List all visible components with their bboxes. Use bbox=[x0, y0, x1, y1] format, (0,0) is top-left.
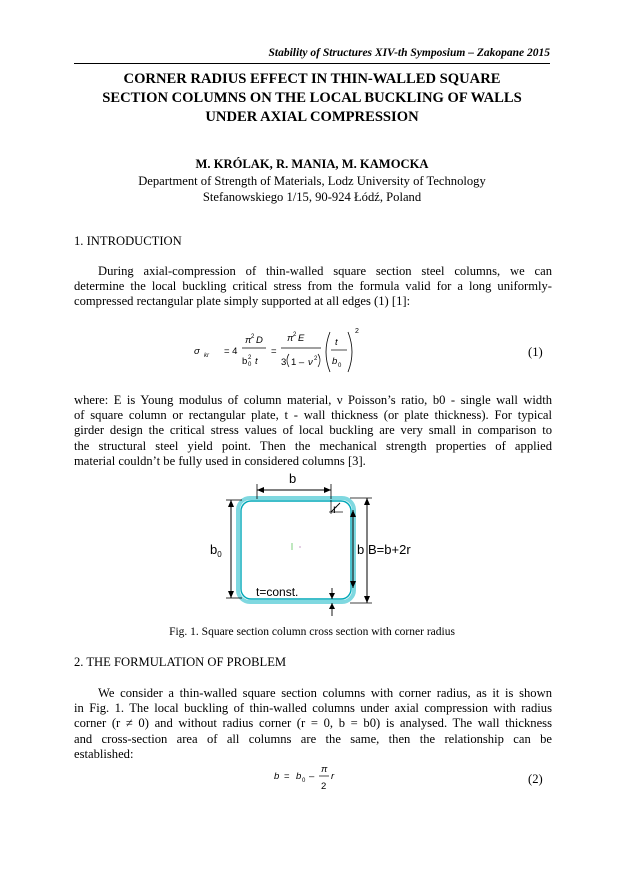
paragraph-line: We consider a thin-walled square section columns with corner radius, as it is shown bbox=[98, 686, 552, 700]
figure-1-cross-section bbox=[200, 470, 440, 622]
paper-title bbox=[74, 70, 550, 127]
figure-label-thickness: t=const. bbox=[256, 585, 299, 599]
svg-text:2: 2 bbox=[251, 334, 255, 340]
equation-2 bbox=[272, 762, 352, 796]
svg-text:E: E bbox=[298, 333, 305, 344]
paragraph-line: compressed rectangular plate simply supported at all edges (1) [1]: bbox=[74, 294, 411, 309]
svg-text:π: π bbox=[321, 764, 328, 775]
figure-1-caption: Fig. 1. Square section column cross section with corner radius bbox=[169, 626, 455, 638]
svg-text:0: 0 bbox=[302, 778, 306, 784]
running-head: Stability of Structures XIV-th Symposium – Zakopane 2015 bbox=[268, 47, 550, 59]
svg-text:2: 2 bbox=[314, 356, 318, 362]
formulation-paragraph bbox=[74, 686, 552, 762]
svg-text:kr: kr bbox=[204, 353, 209, 359]
where-paragraph bbox=[74, 393, 552, 469]
paragraph-line: material couldn’t be fully used in considered columns [3]. bbox=[74, 453, 366, 468]
affiliation-line: Department of Strength of Materials, Lodz University of Technology bbox=[138, 174, 486, 188]
svg-text:b: b bbox=[332, 356, 338, 367]
svg-text:2: 2 bbox=[321, 781, 327, 792]
svg-text:σ: σ bbox=[194, 346, 200, 357]
equation-2-number: (2) bbox=[528, 772, 543, 786]
figure-label-b0: $b_0$ bbox=[210, 542, 222, 559]
authors: M. KRÓLAK, R. MANIA, M. KAMOCKA bbox=[195, 157, 429, 171]
svg-text:= 4: = 4 bbox=[224, 346, 238, 357]
title-line: CORNER RADIUS EFFECT IN THIN-WALLED SQUARE bbox=[123, 71, 501, 87]
paragraph-line: the structural steel yield point. Then the mechanical strength properties of applied bbox=[74, 438, 552, 453]
title-line: UNDER AXIAL COMPRESSION bbox=[205, 109, 419, 125]
figure-label-B: B=b+2r bbox=[368, 542, 411, 557]
svg-text:b: b bbox=[274, 771, 280, 782]
title-line: SECTION COLUMNS ON THE LOCAL BUCKLING OF WALLS bbox=[102, 90, 522, 106]
svg-text:3: 3 bbox=[281, 357, 287, 368]
svg-text:2: 2 bbox=[248, 355, 252, 361]
paragraph-line: in Fig. 1. The local buckling of thin-walled columns under axial compression with radius bbox=[74, 701, 552, 716]
svg-text:=: = bbox=[284, 771, 290, 782]
svg-text:–: – bbox=[309, 771, 315, 782]
paragraph-line: girder design the critical stress values of local buckling are very small in comparison to bbox=[74, 423, 552, 438]
equation-1 bbox=[190, 323, 370, 379]
paragraph-line: of square column or rectangular plate, t - wall thickness (or plate thickness). For typical bbox=[74, 408, 552, 423]
svg-text:2: 2 bbox=[355, 328, 359, 335]
svg-text:ν: ν bbox=[308, 357, 313, 368]
header-rule bbox=[74, 63, 550, 64]
svg-text:b: b bbox=[296, 771, 302, 782]
svg-text:D: D bbox=[256, 335, 263, 346]
figure-label-b-right: b bbox=[357, 542, 365, 557]
svg-text:π: π bbox=[287, 333, 294, 344]
svg-text:π: π bbox=[245, 335, 252, 346]
svg-text:t: t bbox=[335, 337, 338, 348]
affiliation-line: Stefanowskiego 1/15, 90-924 Łódź, Poland bbox=[202, 190, 422, 204]
svg-text:b: b bbox=[242, 356, 248, 367]
svg-text:0: 0 bbox=[248, 362, 252, 368]
paragraph-line: and cross-section area of all columns are the same, then the relationship can be bbox=[74, 731, 552, 746]
intro-paragraph bbox=[74, 264, 552, 310]
section-heading-introduction: 1. INTRODUCTION bbox=[74, 234, 182, 248]
paragraph-line: where: E is Young modulus of column material, ν Poisson’s ratio, b0 - single wall width bbox=[74, 393, 552, 407]
svg-text:1 –: 1 – bbox=[291, 357, 305, 368]
equation-1-number: (1) bbox=[528, 345, 543, 359]
section-heading-formulation: 2. THE FORMULATION OF PROBLEM bbox=[74, 655, 287, 669]
figure-label-r: r bbox=[333, 502, 337, 516]
paragraph-line: corner (r ≠ 0) and without radius corner (r = 0, b = b0) is analysed. The wall thickness bbox=[74, 716, 552, 731]
paragraph-line: During axial-compression of thin-walled square section steel columns, we can bbox=[98, 264, 552, 278]
affiliation bbox=[74, 173, 550, 205]
svg-text:=: = bbox=[271, 346, 277, 357]
svg-text:0: 0 bbox=[338, 363, 342, 369]
svg-text:t: t bbox=[255, 356, 258, 367]
paragraph-line: established: bbox=[74, 746, 134, 761]
svg-text:2: 2 bbox=[293, 332, 297, 338]
figure-label-b-top: b bbox=[289, 471, 297, 486]
paragraph-line: determine the local buckling critical stress from the formula valid for a long uniformly- bbox=[74, 279, 552, 294]
svg-text:r: r bbox=[331, 771, 335, 782]
